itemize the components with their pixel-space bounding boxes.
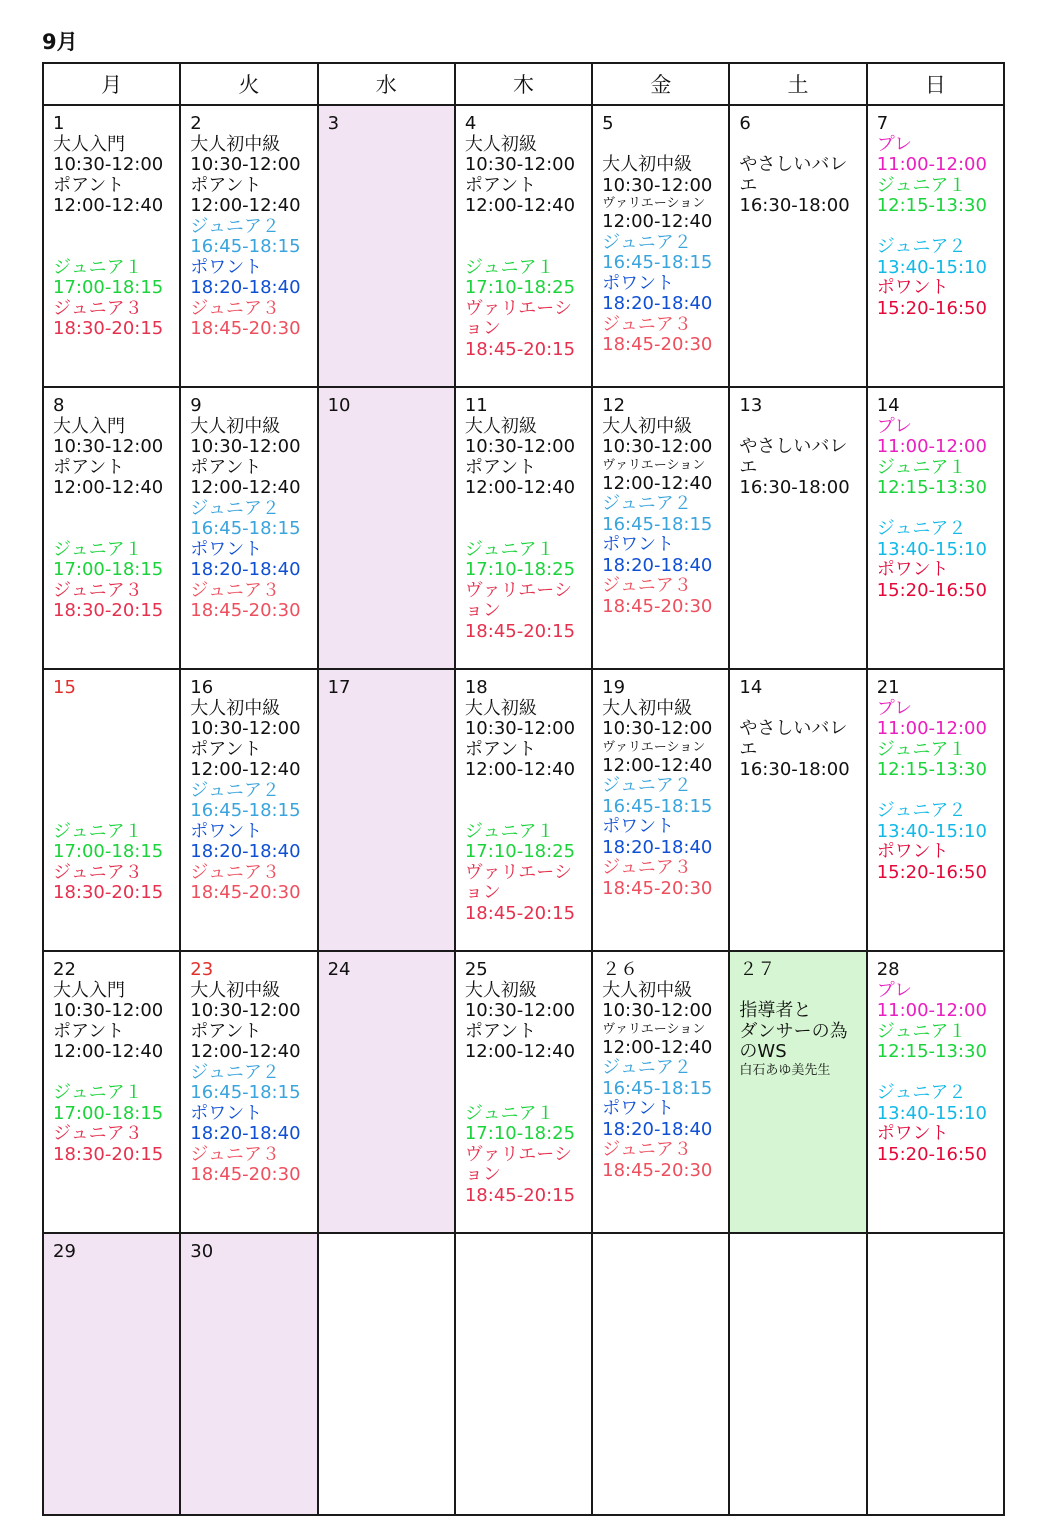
class-name: ジュニア１ xyxy=(53,256,143,278)
class-name: ジュニア２ xyxy=(602,1057,692,1078)
day-cell-holiday xyxy=(318,105,455,387)
class-time: 18:45-20:30 xyxy=(602,1159,713,1181)
day-number: 17 xyxy=(327,677,351,698)
class-name: ジュニア３ xyxy=(190,1143,280,1165)
class-time: 17:10-18:25 xyxy=(464,1123,576,1144)
class-time: 16:30-18:00 xyxy=(739,759,850,780)
class-name: ヴァリエーシ xyxy=(464,579,572,601)
day-number: 13 xyxy=(739,395,763,416)
class-name: ジュニア２ xyxy=(190,1061,280,1083)
day-number: 1 xyxy=(53,113,65,134)
day-number: 2 xyxy=(190,113,202,134)
day-number-holiday: 23 xyxy=(190,959,214,980)
class-name: ジュニア３ xyxy=(53,297,143,319)
event-title: 指導者と xyxy=(739,1000,812,1021)
class-name: ジュニア２ xyxy=(190,215,280,237)
class-name: やさしいバレ xyxy=(739,718,848,739)
class-name: 大人初中級 xyxy=(190,697,281,719)
class-name: ジュニア３ xyxy=(53,579,143,601)
class-name: プレ xyxy=(876,415,912,437)
class-time: 13:40-15:10 xyxy=(876,538,987,560)
class-name: 大人初中級 xyxy=(602,979,693,1001)
day-number: ２７ xyxy=(739,959,776,980)
day-number: 5 xyxy=(602,113,614,134)
class-time: 10:30-12:00 xyxy=(464,436,576,457)
day-number-holiday: 15 xyxy=(53,677,76,698)
day-cell xyxy=(455,669,592,951)
class-name: ポワント xyxy=(602,272,675,294)
weekday-sun: 日 xyxy=(867,63,1004,105)
class-name: ジュニア１ xyxy=(53,820,143,842)
class-name: ポワント xyxy=(190,1102,263,1124)
class-name: ポアント xyxy=(53,456,125,478)
class-time: 18:45-20:30 xyxy=(190,318,301,339)
class-time: 12:00-12:40 xyxy=(190,759,301,780)
weekday-header-row xyxy=(43,63,1004,105)
class-name: ヴァリエーション xyxy=(602,739,706,755)
class-time: 10:30-12:00 xyxy=(602,174,713,196)
class-time: 15:20-16:50 xyxy=(876,579,987,601)
class-name: ポワント xyxy=(876,559,949,580)
class-name: 大人初中級 xyxy=(602,415,693,437)
class-name: ヴァリエーシ xyxy=(464,297,572,319)
class-name: ジュニア１ xyxy=(53,538,143,560)
class-name: 大人初級 xyxy=(464,415,537,437)
class-time: 16:45-18:15 xyxy=(190,236,301,257)
class-time: 18:20-18:40 xyxy=(602,836,713,858)
day-number: 4 xyxy=(464,113,477,134)
day-cell-holiday xyxy=(318,669,455,951)
class-name: ポワント xyxy=(190,256,263,278)
class-time: 10:30-12:00 xyxy=(464,718,576,739)
class-name: やさしいバレ xyxy=(739,154,848,175)
class-name: ジュニア１ xyxy=(464,256,555,278)
class-name: プレ xyxy=(876,979,912,1001)
class-time: 18:20-18:40 xyxy=(602,1118,713,1140)
class-time: 10:30-12:00 xyxy=(464,1000,576,1021)
class-time: 13:40-15:10 xyxy=(876,820,987,842)
event-title: ダンサーの為 xyxy=(739,1020,848,1042)
class-name: ジュニア２ xyxy=(190,497,280,519)
class-name: ポアント xyxy=(190,1020,262,1042)
class-time: 18:45-20:30 xyxy=(190,600,301,621)
class-time: 18:20-18:40 xyxy=(190,841,301,862)
class-time: 12:00-12:40 xyxy=(53,195,164,216)
empty-cell xyxy=(867,1233,1004,1515)
class-name: 大人初級 xyxy=(464,133,537,155)
week-row xyxy=(43,387,1004,669)
day-number: 10 xyxy=(327,395,351,416)
day-cell-holiday xyxy=(180,1233,317,1515)
class-name: ジュニア１ xyxy=(876,456,967,478)
class-time: 10:30-12:00 xyxy=(602,1000,713,1021)
class-time: 12:15-13:30 xyxy=(876,477,987,498)
class-time: 16:30-18:00 xyxy=(739,477,850,498)
class-time: 10:30-12:00 xyxy=(190,718,301,739)
class-time: 12:00-12:40 xyxy=(464,1041,576,1062)
class-time: 18:30-20:15 xyxy=(53,882,164,903)
class-name: ジュニア３ xyxy=(53,1123,143,1144)
day-cell xyxy=(180,105,317,387)
class-time: 18:45-20:30 xyxy=(602,877,713,899)
class-time: 12:00-12:40 xyxy=(464,195,576,216)
class-time: 18:30-20:15 xyxy=(53,1143,164,1165)
day-cell xyxy=(867,669,1004,951)
day-cell xyxy=(455,951,592,1233)
day-number: 9 xyxy=(190,395,202,416)
day-cell xyxy=(729,669,866,951)
class-name: ポワント xyxy=(602,534,675,555)
class-name: 大人入門 xyxy=(53,415,125,437)
class-time: 16:45-18:15 xyxy=(190,518,301,539)
class-time: 10:30-12:00 xyxy=(190,154,301,175)
class-time: 15:20-16:50 xyxy=(876,1143,987,1165)
class-name: ジュニア２ xyxy=(602,231,692,253)
class-name: ジュニア１ xyxy=(464,820,555,842)
weekday-fri: 金 xyxy=(592,63,729,105)
day-number: 7 xyxy=(876,113,889,134)
class-time: 18:45-20:15 xyxy=(464,1184,576,1206)
class-name: 大人初中級 xyxy=(602,154,693,175)
day-number: 6 xyxy=(739,113,751,134)
class-name: 大人入門 xyxy=(53,979,125,1001)
class-name: ヴァリエーション xyxy=(602,1021,706,1037)
class-time: 10:30-12:00 xyxy=(53,154,164,175)
class-name: やさしいバレ xyxy=(739,436,848,457)
class-name: ポアント xyxy=(53,174,125,196)
class-name: ョン xyxy=(464,318,501,339)
class-name: ジュニア３ xyxy=(602,857,692,878)
class-time: 18:20-18:40 xyxy=(190,277,301,298)
class-time: 18:20-18:40 xyxy=(602,554,713,576)
class-name: ポワント xyxy=(190,538,263,560)
class-time: 18:30-20:15 xyxy=(53,318,164,339)
calendar-table xyxy=(42,62,1005,1516)
weekday-mon: 月 xyxy=(43,63,180,105)
day-number: 25 xyxy=(464,959,488,980)
class-name: ジュニア２ xyxy=(190,779,280,801)
class-name: ポアント xyxy=(190,456,262,478)
class-name: ジュニア３ xyxy=(190,297,280,319)
class-name: ジュニア２ xyxy=(876,518,967,539)
class-name: ポアント xyxy=(190,738,262,760)
day-cell xyxy=(43,951,180,1233)
class-time: 16:30-18:00 xyxy=(739,195,850,216)
class-name: ジュニア１ xyxy=(876,738,967,760)
class-time: 17:10-18:25 xyxy=(464,559,576,580)
day-cell-holiday xyxy=(43,1233,180,1515)
class-time: 18:45-20:30 xyxy=(190,1164,301,1185)
week-row xyxy=(43,105,1004,387)
class-time: 10:30-12:00 xyxy=(602,718,713,739)
empty-cell xyxy=(729,1233,866,1515)
class-time: 16:45-18:15 xyxy=(602,252,713,273)
class-time: 15:20-16:50 xyxy=(876,297,987,319)
class-time: 12:00-12:40 xyxy=(190,477,301,498)
day-number: ２６ xyxy=(602,959,639,980)
class-time: 18:30-20:15 xyxy=(53,600,164,621)
class-name: ポアント xyxy=(53,1020,125,1042)
day-number: 3 xyxy=(327,113,340,134)
class-time: 10:30-12:00 xyxy=(190,1000,301,1021)
class-time: 13:40-15:10 xyxy=(876,1102,987,1124)
class-name: ジュニア２ xyxy=(602,775,692,796)
class-time: 16:45-18:15 xyxy=(190,800,301,821)
event-instructor: 白石あゆ美先生 xyxy=(739,1062,831,1078)
class-time: 17:00-18:15 xyxy=(53,559,164,580)
class-name: ポアント xyxy=(464,456,537,478)
class-time: 18:45-20:15 xyxy=(464,902,576,924)
day-number: 19 xyxy=(602,677,626,698)
class-name: ジュニア２ xyxy=(876,236,967,257)
day-cell xyxy=(43,105,180,387)
class-time: 12:15-13:30 xyxy=(876,1041,987,1062)
day-cell xyxy=(180,951,317,1233)
day-number: 12 xyxy=(602,395,626,416)
class-time: 12:00-12:40 xyxy=(190,195,301,216)
class-name: ジュニア３ xyxy=(602,575,692,596)
class-name: ジュニア２ xyxy=(876,800,967,821)
class-time: 10:30-12:00 xyxy=(602,436,713,457)
class-name: ポワント xyxy=(602,816,675,837)
class-time: 17:10-18:25 xyxy=(464,841,576,862)
class-name: ジュニア３ xyxy=(53,861,143,883)
class-name: ジュニア３ xyxy=(190,861,280,883)
class-time: 12:00-12:40 xyxy=(53,1041,164,1062)
class-time: 18:45-20:15 xyxy=(464,338,576,360)
month-title: 9月 xyxy=(42,30,78,54)
day-number: 21 xyxy=(876,677,900,698)
class-time: 10:30-12:00 xyxy=(464,154,576,175)
class-name: ポワント xyxy=(876,1123,949,1144)
day-number: 22 xyxy=(53,959,76,980)
day-number: 14 xyxy=(876,395,900,416)
class-time: 18:45-20:30 xyxy=(602,334,713,355)
day-cell xyxy=(455,105,592,387)
class-time: 12:15-13:30 xyxy=(876,759,987,780)
day-cell xyxy=(592,951,729,1233)
class-time: 10:30-12:00 xyxy=(53,436,164,457)
class-time: 17:00-18:15 xyxy=(53,277,164,298)
day-cell xyxy=(729,105,866,387)
empty-cell xyxy=(592,1233,729,1515)
day-number: 29 xyxy=(53,1241,76,1262)
class-time: 12:15-13:30 xyxy=(876,195,987,216)
class-name: ポワント xyxy=(876,841,949,862)
class-name: ヴァリエーシ xyxy=(464,861,572,883)
day-cell-holiday xyxy=(318,387,455,669)
class-name: ジュニア３ xyxy=(602,1139,692,1160)
class-time: 17:00-18:15 xyxy=(53,841,164,862)
class-time: 18:45-20:30 xyxy=(602,595,713,617)
class-time: 12:00-12:40 xyxy=(53,477,164,498)
day-cell xyxy=(180,387,317,669)
class-name: 大人初中級 xyxy=(190,133,281,155)
day-number: 28 xyxy=(876,959,900,980)
class-name: ジュニア１ xyxy=(876,174,967,196)
class-name: 大人初級 xyxy=(464,979,537,1001)
day-number: 30 xyxy=(190,1241,214,1262)
class-name: ヴァリエーシ xyxy=(464,1143,572,1165)
class-name: ポアント xyxy=(464,1020,537,1042)
empty-cell xyxy=(318,1233,455,1515)
class-time: 11:00-12:00 xyxy=(876,718,987,739)
class-name: ヴァリエーション xyxy=(602,457,706,473)
class-time: 17:10-18:25 xyxy=(464,277,576,298)
class-time: 11:00-12:00 xyxy=(876,154,987,175)
class-name: ジュニア１ xyxy=(876,1020,967,1042)
day-number: 18 xyxy=(464,677,488,698)
class-time: 18:20-18:40 xyxy=(602,293,713,314)
class-name: ポアント xyxy=(190,174,262,196)
empty-cell xyxy=(455,1233,592,1515)
class-time: 18:20-18:40 xyxy=(190,1123,301,1144)
class-time: 15:20-16:50 xyxy=(876,861,987,883)
class-name: エ xyxy=(739,456,758,478)
day-cell xyxy=(592,669,729,951)
class-time: 16:45-18:15 xyxy=(602,795,713,817)
class-name: プレ xyxy=(876,133,912,155)
class-time: 11:00-12:00 xyxy=(876,1000,987,1021)
day-cell xyxy=(592,387,729,669)
day-cell xyxy=(867,387,1004,669)
weekday-thu: 木 xyxy=(455,63,592,105)
class-name: ポアント xyxy=(464,738,537,760)
class-time: 10:30-12:00 xyxy=(190,436,301,457)
event-title: のWS xyxy=(739,1041,787,1062)
class-time: 17:00-18:15 xyxy=(53,1102,164,1124)
class-time: 12:00-12:40 xyxy=(464,759,576,780)
class-time: 18:20-18:40 xyxy=(190,559,301,580)
class-name: ジュニア２ xyxy=(876,1082,967,1103)
class-name: ジュニア１ xyxy=(53,1082,143,1103)
class-name: ジュニア１ xyxy=(464,1102,555,1124)
class-time: 12:00-12:40 xyxy=(602,211,713,232)
week-row xyxy=(43,669,1004,951)
class-name: ョン xyxy=(464,882,501,903)
class-name: ポアント xyxy=(464,174,537,196)
class-name: 大人初中級 xyxy=(602,697,693,719)
class-name: 大人初級 xyxy=(464,697,537,719)
class-name: ポワント xyxy=(876,277,949,298)
class-time: 18:45-20:15 xyxy=(464,620,576,642)
class-time: 12:00-12:40 xyxy=(602,472,713,494)
class-time: 16:45-18:15 xyxy=(190,1082,301,1103)
class-name: 大人入門 xyxy=(53,133,125,155)
day-cell xyxy=(867,951,1004,1233)
class-name: ジュニア１ xyxy=(464,538,555,560)
class-time: 13:40-15:10 xyxy=(876,256,987,278)
day-number: 16 xyxy=(190,677,214,698)
day-cell xyxy=(455,387,592,669)
class-time: 10:30-12:00 xyxy=(53,1000,164,1021)
class-time: 18:45-20:30 xyxy=(190,882,301,903)
day-number: 8 xyxy=(53,395,65,416)
week-row xyxy=(43,951,1004,1233)
class-name: プレ xyxy=(876,697,912,719)
day-cell xyxy=(180,669,317,951)
class-name: ジュニア３ xyxy=(602,313,692,335)
class-time: 12:00-12:40 xyxy=(190,1041,301,1062)
day-cell xyxy=(729,387,866,669)
class-time: 12:00-12:40 xyxy=(464,477,576,498)
day-cell xyxy=(43,669,180,951)
class-name: 大人初中級 xyxy=(190,415,281,437)
class-name: ジュニア３ xyxy=(190,579,280,601)
class-name: エ xyxy=(739,738,758,760)
class-time: 16:45-18:15 xyxy=(602,513,713,535)
class-name: ョン xyxy=(464,1164,501,1185)
class-time: 12:00-12:40 xyxy=(602,1036,713,1058)
class-time: 11:00-12:00 xyxy=(876,436,987,457)
class-time: 12:00-12:40 xyxy=(602,754,713,776)
week-row xyxy=(43,1233,1004,1515)
class-name: ポワント xyxy=(190,820,263,842)
day-cell xyxy=(592,105,729,387)
class-name: エ xyxy=(739,174,758,196)
day-cell xyxy=(43,387,180,669)
class-time: 16:45-18:15 xyxy=(602,1077,713,1099)
day-cell xyxy=(867,105,1004,387)
day-number: 11 xyxy=(464,395,488,416)
weekday-wed: 水 xyxy=(318,63,455,105)
class-name: ジュニア２ xyxy=(602,493,692,514)
class-name: ポワント xyxy=(602,1098,675,1119)
class-name: 大人初中級 xyxy=(190,979,281,1001)
weekday-sat: 土 xyxy=(729,63,866,105)
class-name: ョン xyxy=(464,600,501,621)
day-number: 14 xyxy=(739,677,763,698)
class-name: ヴァリエーション xyxy=(602,196,706,211)
weekday-tue: 火 xyxy=(180,63,317,105)
day-cell-holiday xyxy=(318,951,455,1233)
day-number: 24 xyxy=(327,959,351,980)
day-cell-workshop xyxy=(729,951,866,1233)
